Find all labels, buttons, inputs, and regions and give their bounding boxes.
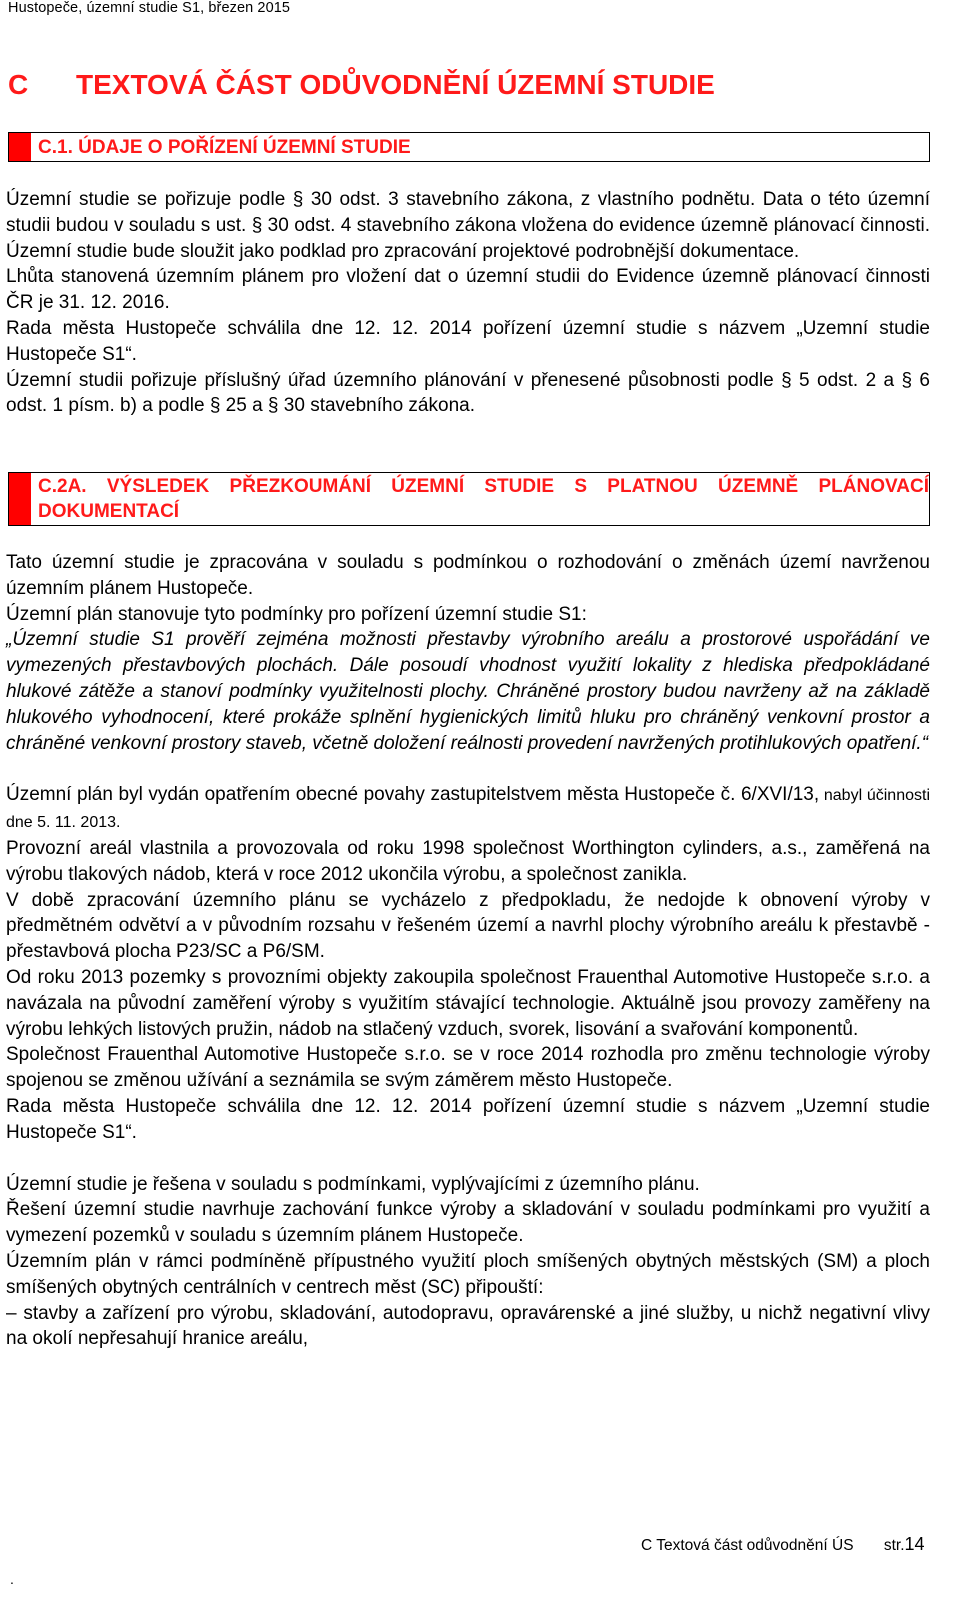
- section-body-c1: [6, 187, 930, 419]
- paragraph: Tato územní studie je zpracována v souladu s podmínkou o rozhodování o změnách území navrženou územním plánem Hustopeče.: [6, 552, 930, 599]
- paragraph: V době zpracování územního plánu se vycházelo z předpokladu, že nedojde k obnovení výroby v předmětném odvětví a v původním rozsahu v řešeném území a navrhl plochy výrobního areálu k přestavbě - přestavbová plocha P23/SC a P6/SM.: [6, 889, 930, 963]
- page-number-value: 14: [904, 1534, 925, 1554]
- paragraph: Územním plán v rámci podmíněně přípustného využití ploch smíšených obytných městských (SM) a ploch smíšených obytných centrálních v centrech měst (SC) připouští:: [6, 1250, 930, 1298]
- page-number: [883, 1534, 925, 1554]
- section-title-c2a: C.2A. VÝSLEDEK PŘEZKOUMÁNÍ ÚZEMNÍ STUDIE S PLATNOU ÚZEMNĚ PLÁNOVACÍ DOKUMENTACÍ: [38, 476, 929, 522]
- section-body-c2a: [6, 550, 930, 1352]
- footer-label: C Textová část odůvodnění ÚS: [641, 1537, 854, 1554]
- plan-issue-text: Územní plán byl vydán opatřením obecné povahy zastupitelstvem města Hustopeče č. 6/XVI/13,: [6, 784, 820, 806]
- quoted-conditions: „Územní studie S1 prověří zejména možnosti přestavby výrobního areálu a prostorové uspořádání ve vymezených přestavbových plochách. Dále posoudí vhodnost využití lokality z hlediska předpokládané hlukové zátěže a stanoví podmínky využitelnosti plochy. Chráněné prostory budou navrženy až na základě hlukového vyhodnocení, které prokáže splnění hygienických limitů hluku pro chráněný venkovní prostor a chráněné venkovní prostory staveb, včetně doložení reálnosti provedení navržených protihlukových opatření.“: [6, 629, 930, 754]
- spacer: [6, 1146, 930, 1172]
- section-title-c1: C.1. ÚDAJE O POŘÍZENÍ ÚZEMNÍ STUDIE: [38, 137, 411, 158]
- page-prefix: str.: [883, 1537, 905, 1554]
- stray-mark: .: [10, 1571, 14, 1587]
- paragraph: [6, 782, 930, 836]
- paragraph: Společnost Frauenthal Automotive Hustopeče s.r.o. se v roce 2014 rozhodla pro změnu technologie výroby spojenou se změnou užívání a seznámila se svým záměrem město Hustopeče.: [6, 1044, 930, 1092]
- paragraph: Územní studii pořizuje příslušný úřad územního plánování v přenesené působnosti podle § 5 odst. 2 a § 6 odst. 1 písm. b) a podle § 25 a § 30 stavebního zákona.: [6, 369, 930, 417]
- chapter-letter: C: [8, 69, 29, 100]
- paragraph: Rada města Hustopeče schválila dne 12. 12. 2014 pořízení územní studie s názvem „Uzemní studie Hustopeče S1“.: [6, 1095, 930, 1143]
- paragraph: Řešení územní studie navrhuje zachování funkce výroby a skladování v souladu podmínkami pro využití a vymezení pozemků v souladu s územním plánem Hustopeče.: [6, 1199, 930, 1247]
- chapter-title: [8, 69, 715, 101]
- document-header: Hustopeče, územní studie S1, březen 2015: [8, 0, 291, 16]
- spacer: [6, 756, 930, 782]
- chapter-heading: TEXTOVÁ ČÁST ODŮVODNĚNÍ ÚZEMNÍ STUDIE: [76, 69, 715, 100]
- section-heading-c1: [8, 132, 930, 162]
- plan-effective-text: nabyl účinnosti dne 5. 11. 2013.: [6, 787, 930, 832]
- section-heading-c2a: [8, 472, 930, 526]
- section-marker: [9, 133, 31, 161]
- page-footer: [641, 1534, 925, 1555]
- paragraph: Lhůta stanovená územním plánem pro vložení dat o územní studii do Evidence územně plánovací činnosti ČR je 31. 12. 2016.: [6, 266, 930, 314]
- section-marker: [9, 473, 31, 525]
- paragraph: Od roku 2013 pozemky s provozními objekty zakoupila společnost Frauenthal Automotive Hustopeče s.r.o. a navázala na původní zaměření výroby s využitím stávající technologie. Aktuálně jsou provozy zaměřeny na výrobu lehkých listových pružin, nádob na stlačený vzduch, svorek, lisování a svařování komponentů.: [6, 966, 930, 1040]
- paragraph: Rada města Hustopeče schválila dne 12. 12. 2014 pořízení územní studie s názvem „Uzemní studie Hustopeče S1“.: [6, 317, 930, 365]
- list-item: – stavby a zařízení pro výrobu, skladování, autodopravu, opravárenské a jiné služby, u nichž negativní vlivy na okolí nepřesahují hranice areálu,: [6, 1302, 930, 1350]
- paragraph: Provozní areál vlastnila a provozovala od roku 1998 společnost Worthington cylinders, a.s., zaměřená na výrobu tlakových nádob, která v roce 2012 ukončila výrobu, a společnost zanikla.: [6, 837, 930, 885]
- paragraph: Územní plán stanovuje tyto podmínky pro pořízení územní studie S1:: [6, 603, 587, 625]
- paragraph: Územní studie je řešena v souladu s podmínkami, vyplývajícími z územního plánu.: [6, 1173, 700, 1195]
- paragraph: Územní studie se pořizuje podle § 30 odst. 3 stavebního zákona, z vlastního podnětu. Data o této územní studii budou v souladu s ust. § 30 odst. 4 stavebního zákona vložena do evidence územně plánovací činnosti. Územní studie bude sloužit jako podklad pro zpracování projektové podrobnější dokumentace.: [6, 189, 930, 262]
